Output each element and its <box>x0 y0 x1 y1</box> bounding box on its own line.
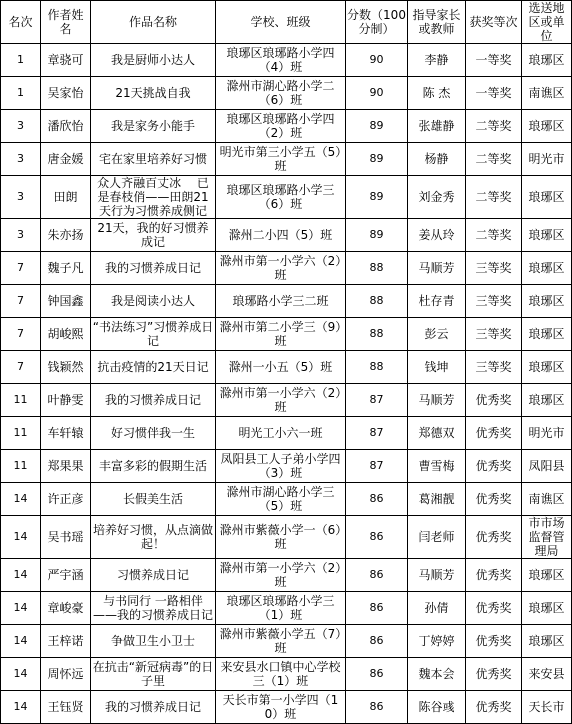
cell-award-level: 三等奖 <box>466 252 522 285</box>
cell-score: 89 <box>346 176 408 219</box>
cell-award-level: 三等奖 <box>466 318 522 351</box>
cell-region: 琅琊区 <box>522 318 572 351</box>
cell-score: 86 <box>346 516 408 559</box>
cell-author: 叶静雯 <box>41 384 91 417</box>
header-school-class: 学校、班级 <box>216 1 346 44</box>
cell-rank: 7 <box>1 351 41 384</box>
cell-region: 琅琊区 <box>522 351 572 384</box>
cell-score: 88 <box>346 351 408 384</box>
cell-region: 明光市 <box>522 143 572 176</box>
cell-region: 琅琊区 <box>522 592 572 625</box>
cell-school-class: 天长市第一小学四（10）班 <box>216 691 346 724</box>
cell-rank: 3 <box>1 110 41 143</box>
cell-author: 章峻豪 <box>41 592 91 625</box>
cell-school-class: 滁州市第一小学六（2）班 <box>216 384 346 417</box>
cell-score: 90 <box>346 77 408 110</box>
table-row <box>1 77 572 110</box>
cell-school-class: 滁州市湖心路小学二（6）班 <box>216 77 346 110</box>
cell-rank: 14 <box>1 483 41 516</box>
table-row <box>1 658 572 691</box>
cell-region: 琅琊区 <box>522 559 572 592</box>
table-row <box>1 252 572 285</box>
cell-region: 琅琊区 <box>522 252 572 285</box>
cell-region: 南谯区 <box>522 483 572 516</box>
cell-work-title: 争做卫生小卫士 <box>91 625 216 658</box>
cell-award-level: 优秀奖 <box>466 691 522 724</box>
cell-rank: 1 <box>1 77 41 110</box>
header-score: 分数（100分制） <box>346 1 408 44</box>
cell-region: 凤阳县 <box>522 450 572 483</box>
cell-award-level: 优秀奖 <box>466 483 522 516</box>
cell-score: 89 <box>346 143 408 176</box>
cell-rank: 3 <box>1 143 41 176</box>
cell-work-title: 在抗击“新冠病毒”的日子里 <box>91 658 216 691</box>
cell-work-title: 我是家务小能手 <box>91 110 216 143</box>
cell-author: 车轩辕 <box>41 417 91 450</box>
cell-rank: 11 <box>1 384 41 417</box>
table-row <box>1 285 572 318</box>
cell-rank: 1 <box>1 44 41 77</box>
cell-school-class: 滁州市紫薇小学一（6）班 <box>216 516 346 559</box>
cell-rank: 14 <box>1 592 41 625</box>
table-row <box>1 351 572 384</box>
cell-score: 88 <box>346 252 408 285</box>
cell-advisor: 郑德双 <box>408 417 466 450</box>
cell-region: 琅琊区 <box>522 176 572 219</box>
cell-award-level: 三等奖 <box>466 351 522 384</box>
cell-advisor: 孙倩 <box>408 592 466 625</box>
cell-score: 87 <box>346 417 408 450</box>
cell-score: 89 <box>346 110 408 143</box>
cell-work-title: 习惯养成日记 <box>91 559 216 592</box>
cell-work-title: 我的习惯养成日记 <box>91 252 216 285</box>
cell-author: 朱亦扬 <box>41 219 91 252</box>
cell-score: 86 <box>346 592 408 625</box>
cell-score: 86 <box>346 559 408 592</box>
cell-award-level: 二等奖 <box>466 110 522 143</box>
cell-region: 琅琊区 <box>522 625 572 658</box>
cell-school-class: 滁州市第二小学三（9）班 <box>216 318 346 351</box>
cell-rank: 3 <box>1 176 41 219</box>
cell-rank: 14 <box>1 625 41 658</box>
cell-award-level: 优秀奖 <box>466 559 522 592</box>
cell-author: 胡峻熙 <box>41 318 91 351</box>
cell-advisor: 闫老师 <box>408 516 466 559</box>
cell-score: 87 <box>346 384 408 417</box>
cell-award-level: 一等奖 <box>466 44 522 77</box>
cell-advisor: 姜从玲 <box>408 219 466 252</box>
cell-region: 来安县 <box>522 658 572 691</box>
cell-region: 琅琊区 <box>522 44 572 77</box>
cell-author: 田朗 <box>41 176 91 219</box>
cell-advisor: 陈 杰 <box>408 77 466 110</box>
cell-award-level: 优秀奖 <box>466 592 522 625</box>
cell-author: 周怀远 <box>41 658 91 691</box>
cell-school-class: 滁州市湖心路小学三（5）班 <box>216 483 346 516</box>
cell-advisor: 张雄静 <box>408 110 466 143</box>
cell-work-title: 与书同行 一路相伴——我的习惯养成日记 <box>91 592 216 625</box>
cell-advisor: 马顺芳 <box>408 384 466 417</box>
table-row <box>1 219 572 252</box>
cell-work-title: 宅在家里培养好习惯 <box>91 143 216 176</box>
table-row <box>1 691 572 724</box>
cell-advisor: 葛湘靓 <box>408 483 466 516</box>
cell-rank: 11 <box>1 450 41 483</box>
cell-award-level: 二等奖 <box>466 143 522 176</box>
cell-region: 天长市 <box>522 691 572 724</box>
cell-school-class: 琅琊区琅琊路小学三（1）班 <box>216 592 346 625</box>
cell-school-class: 琅琊区琅琊路小学四（2）班 <box>216 110 346 143</box>
cell-author: 吴书瑶 <box>41 516 91 559</box>
cell-author: 王梓诺 <box>41 625 91 658</box>
cell-author: 潘欣怡 <box>41 110 91 143</box>
cell-award-level: 优秀奖 <box>466 625 522 658</box>
table-row <box>1 176 572 219</box>
cell-author: 严宇涵 <box>41 559 91 592</box>
table-row <box>1 384 572 417</box>
table-row <box>1 516 572 559</box>
cell-score: 88 <box>346 318 408 351</box>
header-author: 作者姓名 <box>41 1 91 44</box>
cell-advisor: 彭云 <box>408 318 466 351</box>
table-row <box>1 592 572 625</box>
cell-author: 唐金媛 <box>41 143 91 176</box>
cell-advisor: 刘金秀 <box>408 176 466 219</box>
cell-rank: 14 <box>1 658 41 691</box>
cell-school-class: 凤阳县工人子弟小学四（3）班 <box>216 450 346 483</box>
cell-work-title: 培养好习惯，从点滴做起！ <box>91 516 216 559</box>
cell-school-class: 明光工小六一班 <box>216 417 346 450</box>
cell-school-class: 滁州市紫薇小学五（7）班 <box>216 625 346 658</box>
cell-score: 86 <box>346 658 408 691</box>
cell-score: 86 <box>346 691 408 724</box>
cell-award-level: 二等奖 <box>466 176 522 219</box>
header-region: 选送地区或单位 <box>522 1 572 44</box>
cell-award-level: 三等奖 <box>466 285 522 318</box>
table-row <box>1 417 572 450</box>
cell-school-class: 滁州市第一小学六（2）班 <box>216 559 346 592</box>
table-row <box>1 44 572 77</box>
cell-work-title: 我的习惯养成日记 <box>91 691 216 724</box>
table-row <box>1 450 572 483</box>
cell-region: 琅琊区 <box>522 110 572 143</box>
cell-advisor: 马顺芳 <box>408 252 466 285</box>
cell-award-level: 一等奖 <box>466 77 522 110</box>
cell-author: 许正彦 <box>41 483 91 516</box>
table-row <box>1 559 572 592</box>
cell-advisor: 杜存青 <box>408 285 466 318</box>
cell-rank: 3 <box>1 219 41 252</box>
cell-school-class: 滁州市第一小学六（2）班 <box>216 252 346 285</box>
cell-work-title: 21天挑战自我 <box>91 77 216 110</box>
header-advisor: 指导家长或教师 <box>408 1 466 44</box>
cell-region: 琅琊区 <box>522 384 572 417</box>
cell-region: 明光市 <box>522 417 572 450</box>
table-row <box>1 143 572 176</box>
cell-advisor: 曹雪梅 <box>408 450 466 483</box>
cell-rank: 14 <box>1 691 41 724</box>
header-row <box>1 1 572 44</box>
cell-author: 郑果果 <box>41 450 91 483</box>
header-work-title: 作品名称 <box>91 1 216 44</box>
header-award-level: 获奖等次 <box>466 1 522 44</box>
cell-work-title: 好习惯伴我一生 <box>91 417 216 450</box>
cell-award-level: 优秀奖 <box>466 384 522 417</box>
cell-score: 90 <box>346 44 408 77</box>
cell-school-class: 滁州二小四（5）班 <box>216 219 346 252</box>
cell-advisor: 丁婷婷 <box>408 625 466 658</box>
cell-author: 魏子凡 <box>41 252 91 285</box>
table-body <box>1 44 572 724</box>
cell-advisor: 马顺芳 <box>408 559 466 592</box>
cell-rank: 11 <box>1 417 41 450</box>
cell-author: 吴家怡 <box>41 77 91 110</box>
cell-score: 86 <box>346 483 408 516</box>
cell-score: 87 <box>346 450 408 483</box>
cell-rank: 7 <box>1 252 41 285</box>
cell-work-title: 我是厨师小达人 <box>91 44 216 77</box>
cell-work-title: 长假美生活 <box>91 483 216 516</box>
cell-author: 章骁可 <box>41 44 91 77</box>
cell-work-title: 抗击疫情的21天日记 <box>91 351 216 384</box>
cell-advisor: 杨静 <box>408 143 466 176</box>
cell-advisor: 陈谷彧 <box>408 691 466 724</box>
cell-school-class: 琅琊路小学三二班 <box>216 285 346 318</box>
cell-advisor: 李静 <box>408 44 466 77</box>
table-row <box>1 110 572 143</box>
table-row <box>1 483 572 516</box>
cell-region: 琅琊区 <box>522 285 572 318</box>
cell-award-level: 优秀奖 <box>466 658 522 691</box>
cell-award-level: 优秀奖 <box>466 417 522 450</box>
cell-rank: 7 <box>1 318 41 351</box>
cell-school-class: 琅琊区琅琊路小学四（4）班 <box>216 44 346 77</box>
cell-school-class: 来安县水口镇中心学校三（1）班 <box>216 658 346 691</box>
cell-score: 88 <box>346 285 408 318</box>
cell-advisor: 魏本会 <box>408 658 466 691</box>
cell-work-title: 我的习惯养成日记 <box>91 384 216 417</box>
cell-rank: 14 <box>1 559 41 592</box>
cell-work-title: 我是阅读小达人 <box>91 285 216 318</box>
cell-award-level: 优秀奖 <box>466 450 522 483</box>
cell-region: 琅琊区 <box>522 219 572 252</box>
cell-score: 86 <box>346 625 408 658</box>
cell-score: 89 <box>346 219 408 252</box>
cell-award-level: 优秀奖 <box>466 516 522 559</box>
cell-work-title: 丰富多彩的假期生活 <box>91 450 216 483</box>
cell-advisor: 钱坤 <box>408 351 466 384</box>
cell-region: 南谯区 <box>522 77 572 110</box>
cell-school-class: 明光市第三小学五（5）班 <box>216 143 346 176</box>
table-row <box>1 318 572 351</box>
cell-work-title: “书法练习”习惯养成日记 <box>91 318 216 351</box>
cell-work-title: 21天，我的好习惯养成记 <box>91 219 216 252</box>
table-row <box>1 625 572 658</box>
cell-school-class: 琅琊区琅琊路小学三（6）班 <box>216 176 346 219</box>
cell-work-title: 众人齐融百丈冰 已是春枝俏——田朗21天行为习惯养成侧记 <box>91 176 216 219</box>
header-rank: 名次 <box>1 1 41 44</box>
cell-author: 钱颖然 <box>41 351 91 384</box>
cell-rank: 7 <box>1 285 41 318</box>
cell-rank: 14 <box>1 516 41 559</box>
cell-author: 钟国鑫 <box>41 285 91 318</box>
cell-school-class: 滁州一小五（5）班 <box>216 351 346 384</box>
cell-award-level: 二等奖 <box>466 219 522 252</box>
cell-region: 市市场监督管理局 <box>522 516 572 559</box>
cell-author: 王钰贤 <box>41 691 91 724</box>
